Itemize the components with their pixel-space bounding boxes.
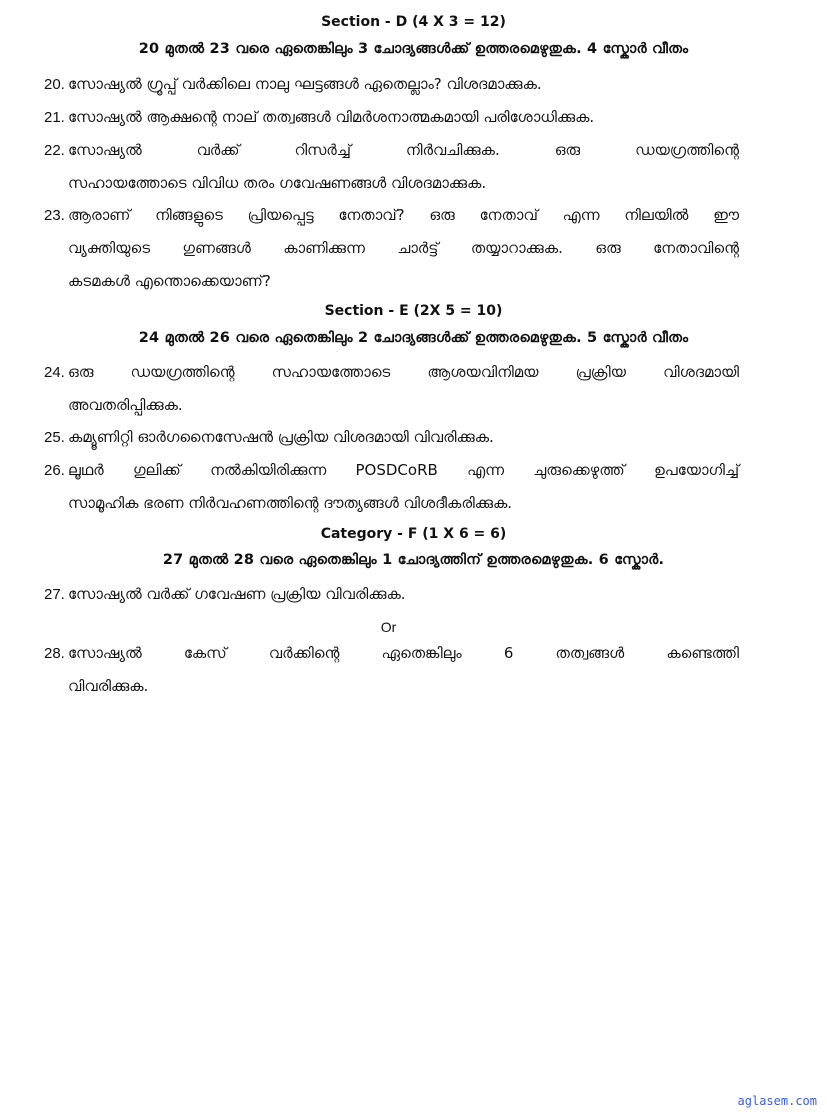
or-separator: Or	[380, 619, 397, 635]
question-26	[0, 454, 827, 520]
question-text: കമ്യൂണിറ്റി ഓർഗനൈസേഷൻ പ്രക്രിയ വിശദമായി വിവരിക്കുക.	[68, 428, 494, 446]
question-25	[0, 421, 827, 454]
question-21	[0, 101, 827, 134]
question-text-line-2: സാമൂഹിക ഭരണ നിർവഹണത്തിന്റെ ദൗത്യങ്ങൾ വിശദീകരിക്കുക.	[68, 494, 513, 512]
question-text-line-1: സോഷ്യൽ കേസ് വർക്കിന്റെ ഏതെങ്കിലും 6 തത്വങ്ങൾ കണ്ടെത്തി	[68, 644, 739, 662]
question-23	[0, 199, 827, 298]
question-number: 23.	[44, 207, 65, 224]
question-28	[0, 637, 827, 703]
question-text: സോഷ്യൽ ആക്ഷന്റെ നാല് തത്വങ്ങൾ വിമർശനാത്മകമായി പരിശോധിക്കുക.	[68, 108, 595, 126]
section-d-title: Section - D (4 X 3 = 12)	[321, 14, 506, 30]
question-27	[0, 578, 827, 611]
question-text-line-1: ആരാണ് നിങ്ങളുടെ പ്രിയപ്പെട്ട നേതാവ്? ഒരു നേതാവ് എന്ന നിലയിൽ ഈ	[68, 206, 739, 224]
question-text-line-2: സഹായത്തോടെ വിവിധ തരം ഗവേഷണങ്ങൾ വിശദമാക്കുക.	[68, 174, 487, 192]
question-number: 27.	[44, 586, 65, 603]
question-number: 20.	[44, 76, 65, 93]
question-number: 21.	[44, 109, 65, 126]
section-d-instruction: 20 മുതൽ 23 വരെ ഏതെങ്കിലും 3 ചോദ്യങ്ങൾക്ക് ഉത്തരമെഴുതുക. 4 സ്കോർ വീതം	[138, 41, 689, 57]
question-22	[0, 134, 827, 200]
question-text-line-2: വ്യക്തിയുടെ ഗുണങ്ങൾ കാണിക്കുന്ന ചാർട്ട് തയ്യാറാക്കുക. ഒരു നേതാവിന്റെ	[68, 239, 739, 257]
question-number: 28.	[44, 645, 65, 662]
question-text-line-1: ഒരു ഡയഗ്രത്തിന്റെ സഹായത്തോടെ ആശയവിനിമയ പ്രക്രിയ വിശദമായി	[68, 363, 739, 381]
question-number: 22.	[44, 142, 65, 159]
question-text-line-1: സോഷ്യൽ വർക്ക് റിസർച്ച് നിർവചിക്കുക. ഒരു ഡയഗ്രത്തിന്റെ	[68, 141, 739, 159]
question-number: 25.	[44, 429, 65, 446]
question-number: 26.	[44, 462, 65, 479]
question-text-line-1: ലൂഥർ ഗുലിക്ക് നൽകിയിരിക്കുന്ന POSDCoRB എന്ന ചുരുക്കെഴുത്ത് ഉപയോഗിച്ച്	[68, 461, 739, 479]
question-text-line-2: വിവരിക്കുക.	[68, 677, 149, 695]
section-e-instruction: 24 മുതൽ 26 വരെ ഏതെങ്കിലും 2 ചോദ്യങ്ങൾക്ക് ഉത്തരമെഴുതുക. 5 സ്കോർ വീതം	[138, 330, 689, 346]
category-f-instruction: 27 മുതൽ 28 വരെ ഏതെങ്കിലും 1 ചോദ്യത്തിന് ഉത്തരമെഴുതുക. 6 സ്കോർ.	[162, 552, 665, 568]
question-24	[0, 356, 827, 422]
category-f-title: Category - F (1 X 6 = 6)	[320, 526, 507, 542]
section-e-title: Section - E (2X 5 = 10)	[324, 303, 503, 319]
question-text: സോഷ്യൽ വർക്ക് ഗവേഷണ പ്രക്രിയ വിവരിക്കുക.	[68, 585, 406, 603]
question-text-line-3: കടമകൾ എന്തൊക്കെയാണ്?	[68, 272, 271, 290]
question-text: സോഷ്യൽ ഗ്രൂപ്പ് വർക്കിലെ നാലു ഘട്ടങ്ങൾ ഏതെല്ലാം? വിശദമാക്കുക.	[68, 75, 542, 93]
watermark-link[interactable]: aglasem.com	[737, 1094, 817, 1108]
question-text-line-2: അവതരിപ്പിക്കുക.	[68, 396, 183, 414]
question-number: 24.	[44, 364, 65, 381]
question-20	[0, 68, 827, 101]
